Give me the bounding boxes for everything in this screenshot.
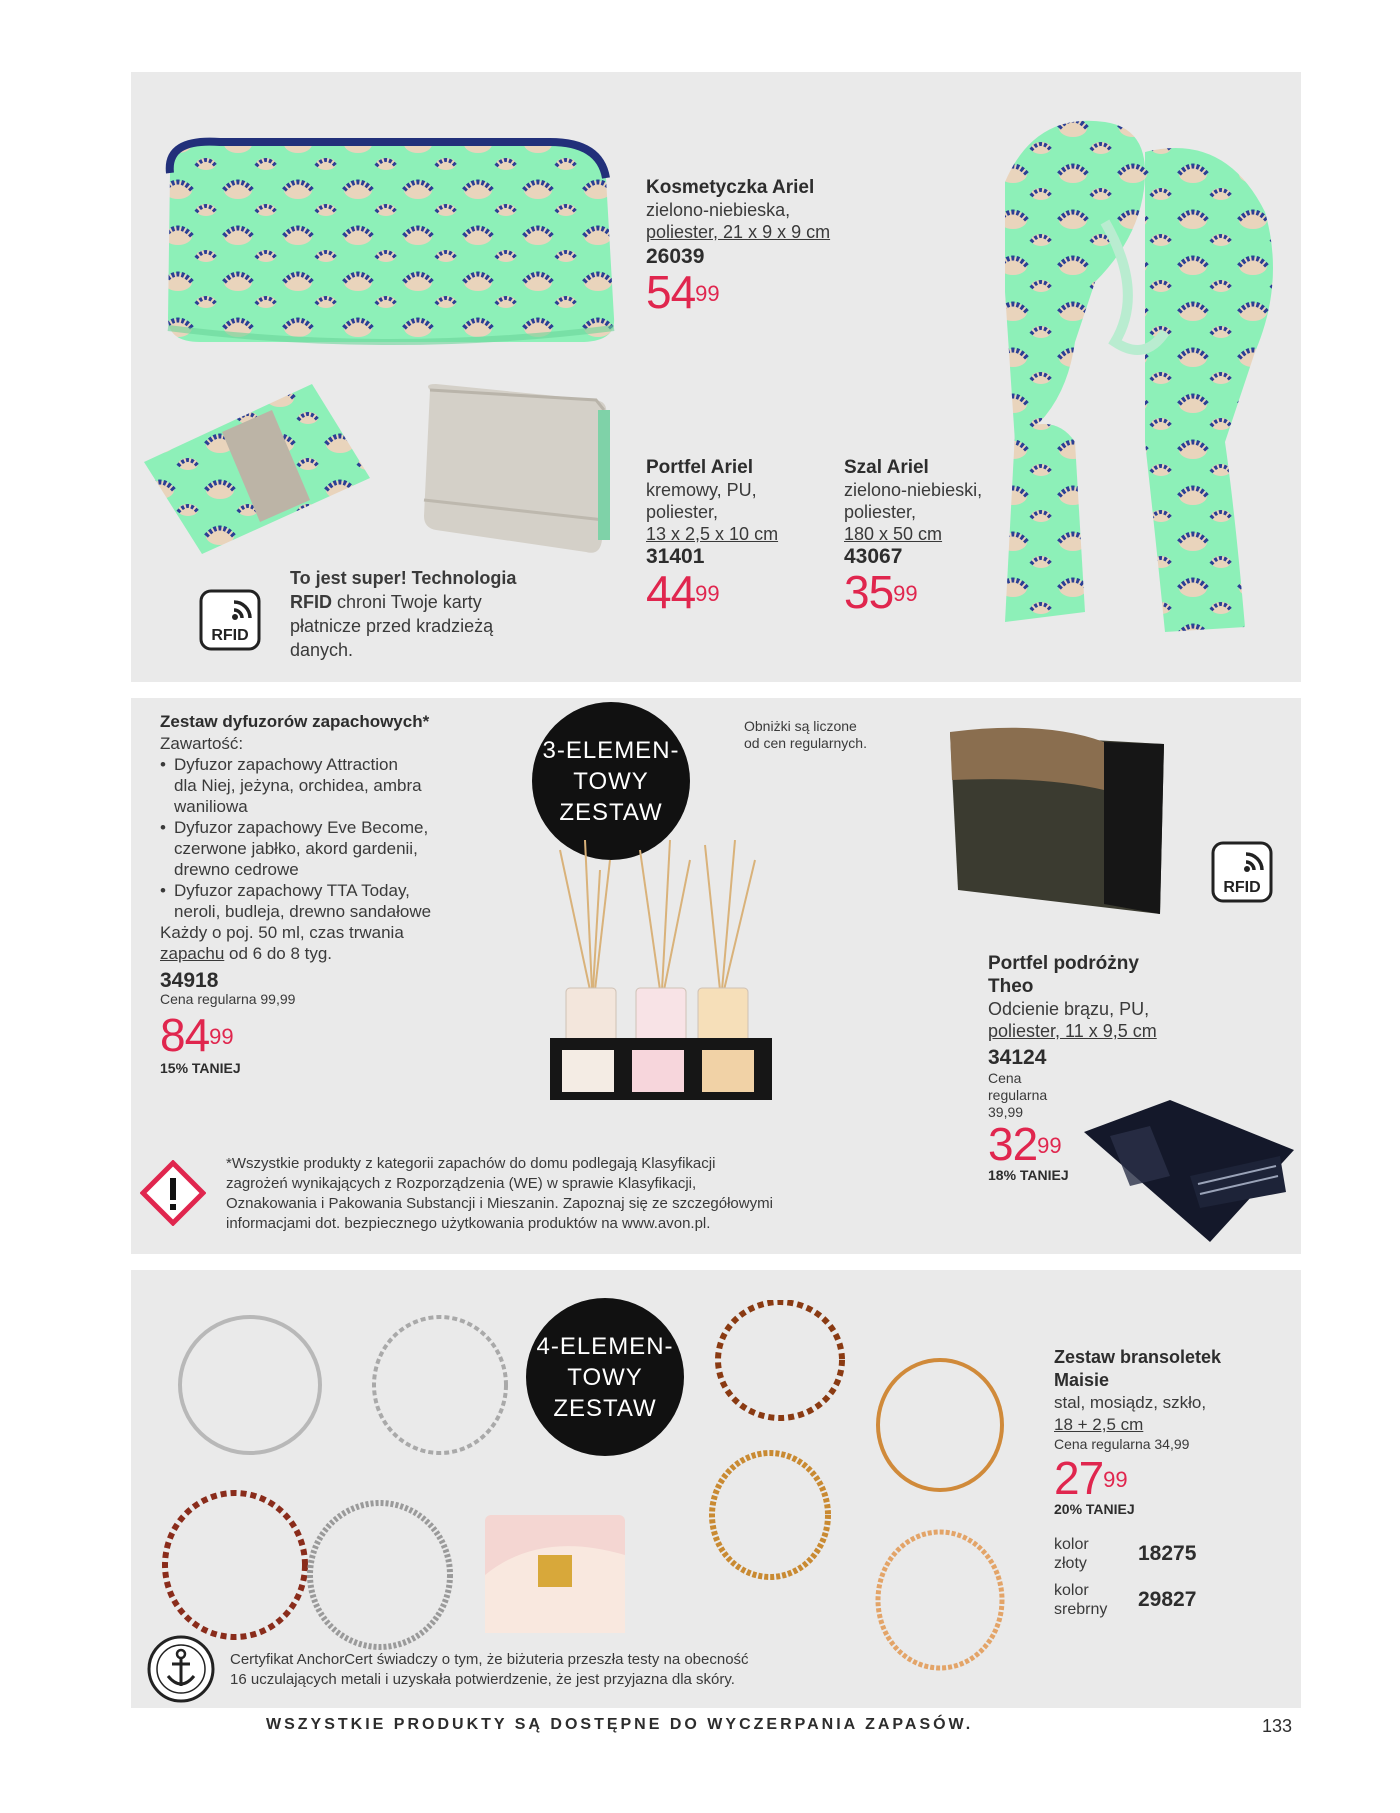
travel-wallet-image bbox=[944, 714, 1176, 924]
bracelet-variant-gold: kolor złoty 18275 bbox=[1054, 1536, 1197, 1572]
cosmetic-bag-image bbox=[160, 128, 620, 353]
rfid-icon bbox=[198, 588, 262, 652]
badge-line-3: ZESTAW bbox=[553, 1394, 657, 1422]
travel-wallet-code: 34124 bbox=[988, 1046, 1047, 1069]
cosmetic-bag-desc-2: poliester, 21 x 9 x 9 cm bbox=[646, 222, 831, 242]
travel-wallet-name-2: Theo bbox=[988, 976, 1034, 997]
bracelet-code-gold: 18275 bbox=[1138, 1542, 1197, 1565]
wallet-ariel-desc-3: 13 x 2,5 x 10 cm bbox=[646, 524, 779, 544]
rfid-note bbox=[290, 566, 600, 662]
bracelet-set-desc-1: stal, mosiądz, szkło, bbox=[1054, 1393, 1207, 1412]
anchor-note-line-1: Certyfikat AnchorCert świadczy o tym, że biżuteria przeszła testy na obecność bbox=[230, 1651, 749, 1668]
bracelet-set-name-1: Zestaw bransoletek bbox=[1054, 1347, 1222, 1367]
travel-wallet-name-1: Portfel podróżny bbox=[988, 953, 1139, 974]
list-item: • Dyfuzor zapachowy TTA Today, neroli, budleja, drewno sandałowe bbox=[160, 880, 520, 922]
anchor-cert-icon bbox=[146, 1634, 216, 1704]
badge-line-1: 4-ELEMEN- bbox=[536, 1332, 674, 1360]
diffuser-regular-price: Cena regularna 99,99 bbox=[160, 991, 296, 1007]
diffuser-set-info bbox=[160, 710, 520, 1079]
cosmetic-bag-desc-1: zielono-niebieska, bbox=[646, 200, 791, 220]
travel-wallet-regular-3: 39,99 bbox=[988, 1104, 1024, 1120]
travel-wallet-info bbox=[988, 952, 1218, 1183]
discount-note-line-1: Obniżki są liczone bbox=[744, 718, 857, 734]
badge-line-3: ZESTAW bbox=[559, 798, 663, 826]
diffuser-capacity-2: zapachu od 6 do 8 tyg. bbox=[160, 944, 333, 963]
svg-text:RFID: RFID bbox=[1223, 879, 1261, 896]
diffuser-price: $84^{99}$ bbox=[160, 1009, 234, 1061]
three-piece-set-badge bbox=[532, 702, 690, 860]
travel-wallet-regular-1: Cena bbox=[988, 1070, 1022, 1086]
bracelets-image bbox=[140, 1300, 1020, 1700]
badge-line-1: 3-ELEMEN- bbox=[542, 736, 680, 764]
badge-line-2: TOWY bbox=[567, 1363, 643, 1391]
scarf-name: Szal Ariel bbox=[844, 457, 929, 478]
anchor-cert-text bbox=[230, 1650, 990, 1690]
bracelet-set-info bbox=[1054, 1346, 1294, 1619]
diffuser-contents-list bbox=[160, 754, 520, 922]
scarf-info bbox=[844, 456, 1014, 618]
hazard-warning-icon bbox=[140, 1160, 206, 1226]
cosmetic-bag-price: $54^{99}$ bbox=[646, 266, 720, 318]
warning-line-3: Oznakowania i Pakowania Substancji i Mieszanin. Zapoznaj się ze szczegółowymi bbox=[226, 1195, 773, 1212]
wallet-ariel-name: Portfel Ariel bbox=[646, 457, 753, 478]
bracelet-variant-silver: kolor srebrny 29827 bbox=[1054, 1582, 1197, 1618]
rfid-note-line-2: RFID chroni Twoje karty bbox=[290, 592, 482, 612]
travel-wallet-desc-2: poliester, 11 x 9,5 cm bbox=[988, 1021, 1157, 1041]
scarf-price: $35^{99}$ bbox=[844, 566, 918, 618]
cosmetic-bag-name: Kosmetyczka Ariel bbox=[646, 177, 815, 198]
scarf-code: 43067 bbox=[844, 545, 903, 568]
diffuser-code: 34918 bbox=[160, 969, 219, 992]
scarf-desc-2: poliester, bbox=[844, 502, 917, 522]
discount-note-line-2: od cen regularnych. bbox=[744, 735, 867, 751]
diffuser-contents-label: Zawartość: bbox=[160, 734, 244, 753]
scarf-desc-1: zielono-niebieski, bbox=[844, 480, 983, 500]
scarf-desc-3: 180 x 50 cm bbox=[844, 524, 943, 544]
travel-wallet-discount: 18% TANIEJ bbox=[988, 1167, 1069, 1183]
hazard-warning-text bbox=[226, 1154, 966, 1234]
rfid-note-line-3: płatnicze przed kradzieżą bbox=[290, 616, 494, 636]
list-item: • Dyfuzor zapachowy Eve Become, czerwone jabłko, akord gardenii, drewno cedrowe bbox=[160, 817, 520, 880]
bracelet-set-regular-price: Cena regularna 34,99 bbox=[1054, 1436, 1190, 1452]
discount-note bbox=[744, 718, 934, 752]
warning-line-1: *Wszystkie produkty z kategorii zapachów do domu podlegają Klasyfikacji bbox=[226, 1155, 716, 1172]
cream-wallet-image bbox=[410, 380, 620, 565]
bracelet-set-discount: 20% TANIEJ bbox=[1054, 1501, 1135, 1517]
diffusers-image bbox=[540, 840, 780, 1100]
bracelet-set-desc-2: 18 + 2,5 cm bbox=[1054, 1415, 1144, 1434]
bracelet-code-silver: 29827 bbox=[1138, 1588, 1197, 1611]
wallet-ariel-desc-1: kremowy, PU, bbox=[646, 480, 757, 500]
rfid-note-line-4: danych. bbox=[290, 640, 354, 660]
cosmetic-bag-code: 26039 bbox=[646, 245, 705, 268]
wallet-ariel-code: 31401 bbox=[646, 545, 705, 568]
wallet-ariel-price: $44^{99}$ bbox=[646, 566, 720, 618]
travel-wallet-desc-1: Odcienie brązu, PU, bbox=[988, 999, 1150, 1019]
scarf-image bbox=[995, 112, 1285, 637]
badge-line-2: TOWY bbox=[573, 767, 649, 795]
diffuser-discount: 15% TANIEJ bbox=[160, 1060, 241, 1076]
travel-wallet-price: $32^{99}$ bbox=[988, 1118, 1062, 1170]
footer-availability-text: WSZYSTKIE PRODUKTY SĄ DOSTĘPNE DO WYCZERPANIA ZAPASÓW. bbox=[266, 1716, 974, 1733]
bracelet-set-name-2: Maisie bbox=[1054, 1370, 1110, 1390]
bracelet-set-price: $27^{99}$ bbox=[1054, 1452, 1128, 1504]
rfid-note-line-1: To jest super! Technologia bbox=[290, 568, 517, 588]
wallet-ariel-info bbox=[646, 456, 836, 618]
svg-text:RFID: RFID bbox=[211, 627, 249, 644]
travel-wallet-regular-2: regularna bbox=[988, 1087, 1048, 1103]
diffuser-capacity-1: Każdy o poj. 50 ml, czas trwania bbox=[160, 923, 404, 942]
cosmetic-bag-info bbox=[646, 176, 946, 318]
rfid-icon bbox=[1210, 840, 1274, 904]
card-holder-image bbox=[142, 382, 372, 557]
wallet-ariel-desc-2: poliester, bbox=[646, 502, 719, 522]
page-number: 133 bbox=[1262, 1716, 1293, 1736]
diffuser-set-name: Zestaw dyfuzorów zapachowych* bbox=[160, 712, 430, 731]
warning-line-4: informacjami dot. bezpiecznego użytkowania produktów na www.avon.pl. bbox=[226, 1215, 711, 1232]
list-item: • Dyfuzor zapachowy Attraction dla Niej, jeżyna, orchidea, ambra waniliowa bbox=[160, 754, 520, 817]
anchor-note-line-2: 16 uczulających metali i uzyskała potwierdzenie, że jest przyjazna dla skóry. bbox=[230, 1671, 735, 1688]
warning-line-2: zagrożeń wynikających z Rozporządzenia (WE) w sprawie Klasyfikacji, bbox=[226, 1175, 697, 1192]
